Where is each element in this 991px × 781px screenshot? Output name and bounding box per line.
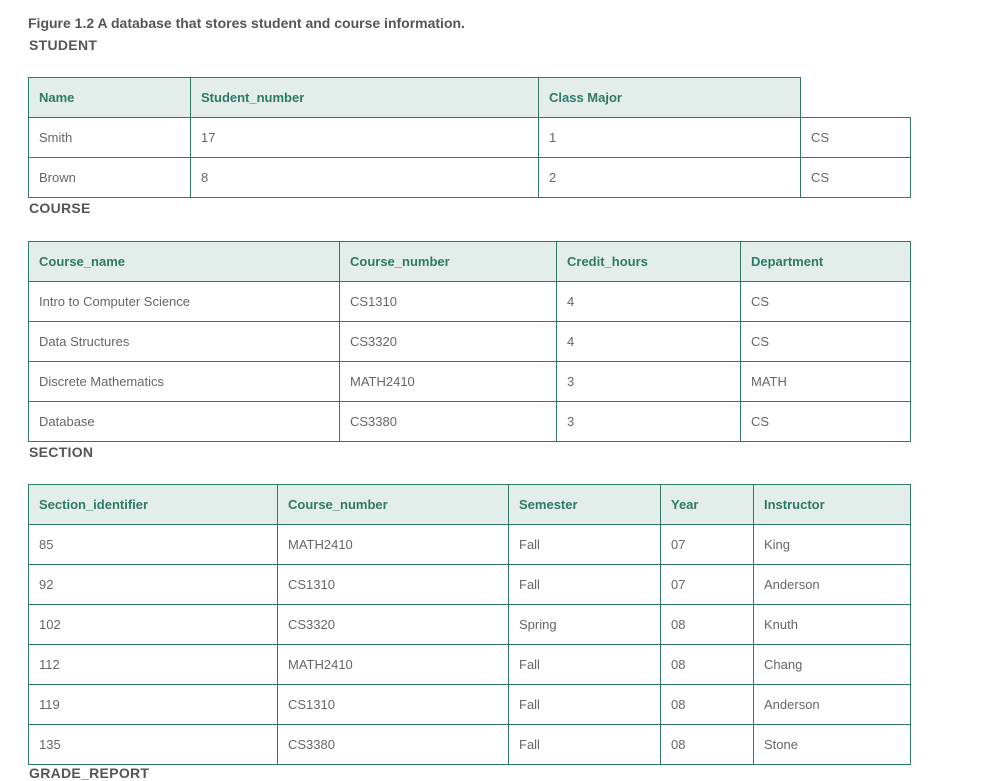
table-cell: 07 (661, 565, 754, 605)
column-header-department: Department (741, 242, 911, 282)
table-cell: 08 (661, 725, 754, 765)
table-row (29, 282, 911, 322)
table-cell: Data Structures (29, 322, 340, 362)
table-cell: Fall (509, 725, 661, 765)
table-cell: Anderson (754, 685, 911, 725)
table-cell: 92 (29, 565, 278, 605)
table-row (29, 645, 911, 685)
table-cell: MATH (741, 362, 911, 402)
table-cell: Chang (754, 645, 911, 685)
table-row (29, 605, 911, 645)
table-row (29, 322, 911, 362)
column-header-section-identifier: Section_identifier (29, 485, 278, 525)
table-cell: CS3320 (278, 605, 509, 645)
table-cell: 17 (191, 118, 539, 158)
table-cell: Brown (29, 158, 191, 198)
table-cell: CS1310 (278, 565, 509, 605)
section-table (28, 484, 911, 765)
section-table-label: SECTION (29, 444, 94, 460)
table-cell: 112 (29, 645, 278, 685)
table-row (29, 565, 911, 605)
table-row (29, 402, 911, 442)
table-cell: 8 (191, 158, 539, 198)
table-cell: 2 (539, 158, 801, 198)
table-cell: Knuth (754, 605, 911, 645)
table-cell: Fall (509, 565, 661, 605)
table-cell: 08 (661, 685, 754, 725)
column-header-semester: Semester (509, 485, 661, 525)
table-cell: 07 (661, 525, 754, 565)
table-cell: CS (741, 322, 911, 362)
table-cell: Database (29, 402, 340, 442)
course-table-label: COURSE (29, 200, 91, 216)
table-row (29, 685, 911, 725)
column-header-course-name: Course_name (29, 242, 340, 282)
column-header-empty (801, 78, 911, 118)
table-cell: Stone (754, 725, 911, 765)
table-cell: CS (741, 282, 911, 322)
table-cell: Smith (29, 118, 191, 158)
section-header-row (29, 485, 911, 525)
table-cell: 4 (557, 282, 741, 322)
table-cell: 4 (557, 322, 741, 362)
table-cell: 08 (661, 605, 754, 645)
table-cell: 1 (539, 118, 801, 158)
table-cell: Anderson (754, 565, 911, 605)
course-header-row (29, 242, 911, 282)
column-header-credit-hours: Credit_hours (557, 242, 741, 282)
column-header-name: Name (29, 78, 191, 118)
table-cell: CS1310 (278, 685, 509, 725)
table-cell: CS3380 (340, 402, 557, 442)
column-header-class-major: Class Major (539, 78, 801, 118)
table-cell: MATH2410 (278, 645, 509, 685)
table-cell: CS (801, 118, 911, 158)
table-cell: 102 (29, 605, 278, 645)
student-table (28, 77, 911, 198)
table-cell: MATH2410 (278, 525, 509, 565)
table-cell: 85 (29, 525, 278, 565)
column-header-course-number: Course_number (278, 485, 509, 525)
column-header-year: Year (661, 485, 754, 525)
table-cell: 135 (29, 725, 278, 765)
table-cell: CS3320 (340, 322, 557, 362)
table-cell: Fall (509, 525, 661, 565)
table-cell: Fall (509, 685, 661, 725)
student-header-row (29, 78, 911, 118)
column-header-course-number: Course_number (340, 242, 557, 282)
table-row (29, 158, 911, 198)
table-cell: CS3380 (278, 725, 509, 765)
table-row (29, 118, 911, 158)
table-row (29, 525, 911, 565)
table-cell: 08 (661, 645, 754, 685)
table-cell: CS1310 (340, 282, 557, 322)
table-cell: MATH2410 (340, 362, 557, 402)
table-cell: Discrete Mathematics (29, 362, 340, 402)
table-cell: CS (801, 158, 911, 198)
student-table-label: STUDENT (29, 37, 98, 53)
table-cell: 3 (557, 362, 741, 402)
table-cell: Spring (509, 605, 661, 645)
table-row (29, 362, 911, 402)
course-table (28, 241, 911, 442)
table-cell: King (754, 525, 911, 565)
table-cell: Fall (509, 645, 661, 685)
table-row (29, 725, 911, 765)
table-cell: 3 (557, 402, 741, 442)
column-header-student-number: Student_number (191, 78, 539, 118)
table-cell: 119 (29, 685, 278, 725)
grade-report-table-label: GRADE_REPORT (29, 765, 150, 781)
table-cell: CS (741, 402, 911, 442)
table-cell: Intro to Computer Science (29, 282, 340, 322)
column-header-instructor: Instructor (754, 485, 911, 525)
figure-caption: Figure 1.2 A database that stores student and course information. (28, 15, 465, 31)
